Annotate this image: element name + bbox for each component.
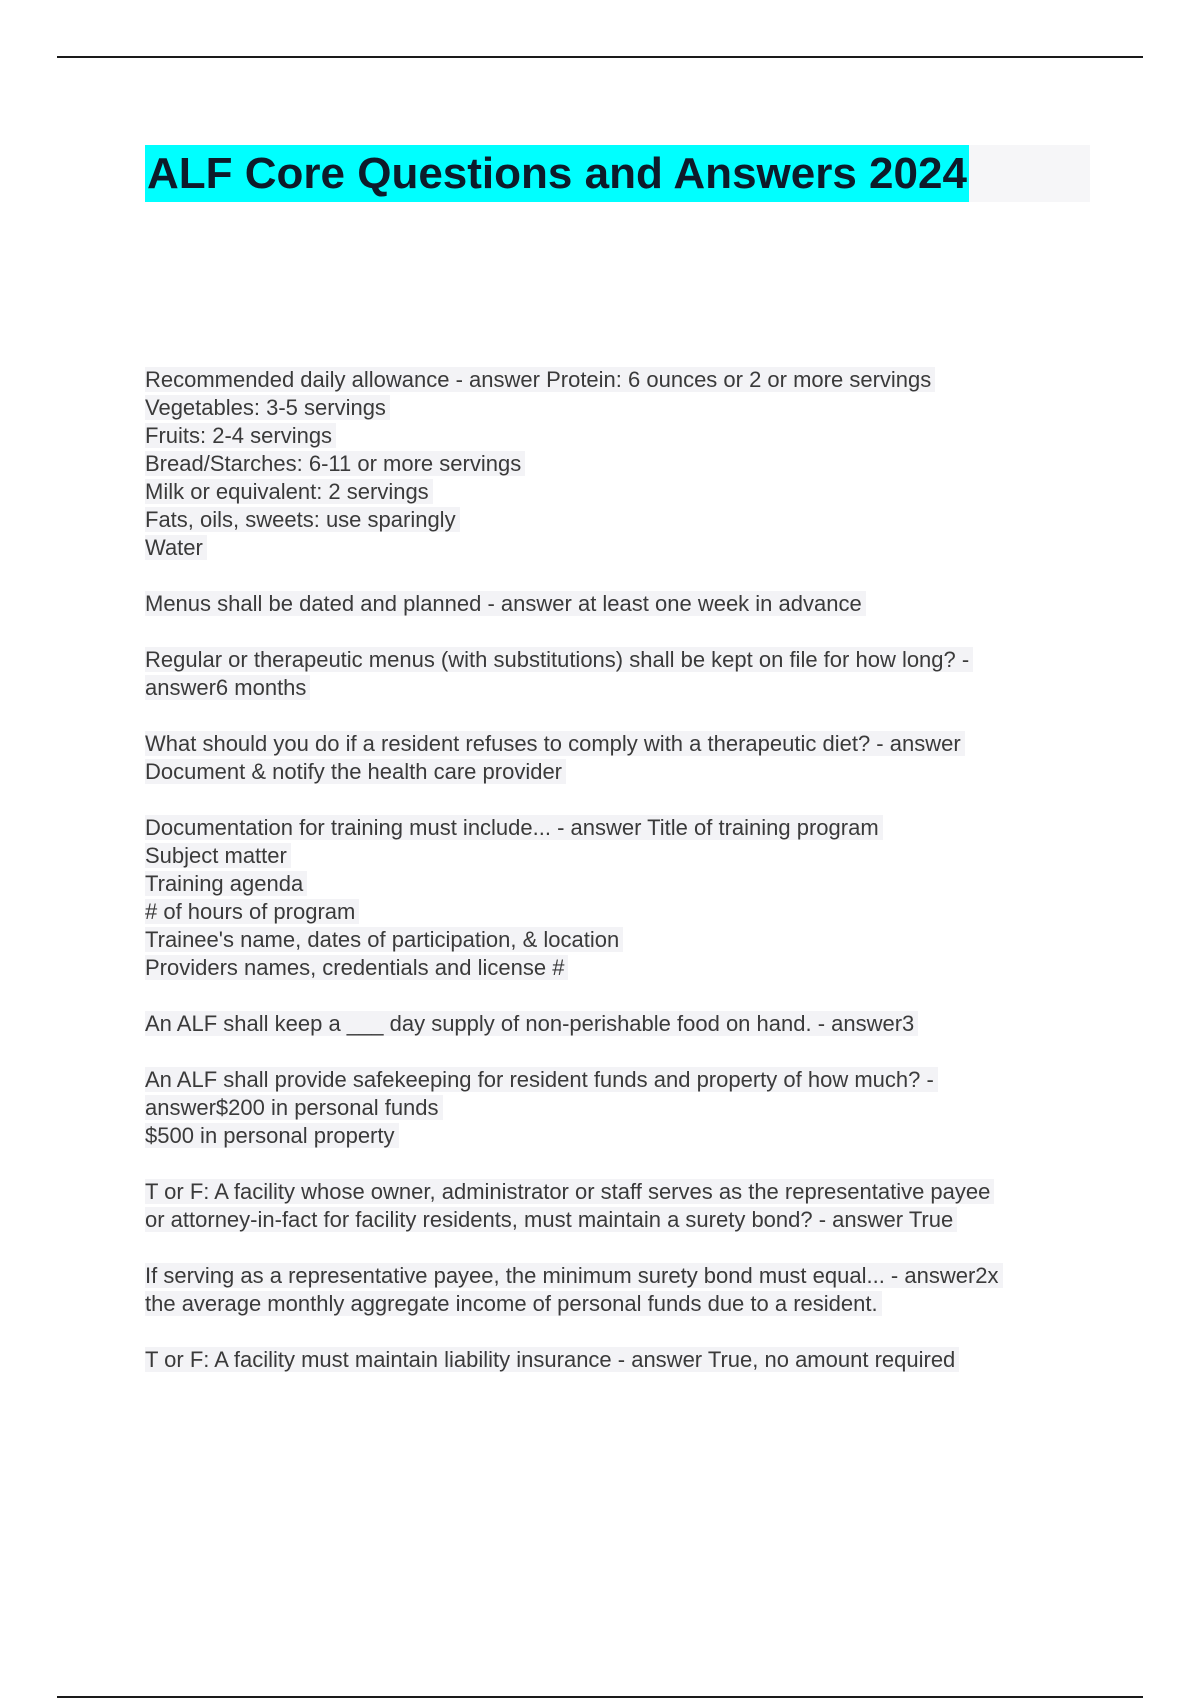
qa-item (145, 1346, 1095, 1374)
qa-line (145, 814, 1095, 842)
qa-line (145, 1094, 1095, 1122)
qa-line (145, 394, 1095, 422)
qa-line (145, 1178, 1095, 1206)
qa-text: Water (145, 535, 207, 560)
qa-text: answer6 months (145, 675, 310, 700)
qa-line (145, 534, 1095, 562)
qa-text: Vegetables: 3-5 servings (145, 395, 390, 420)
qa-text: T or F: A facility must maintain liability insurance - answer True, no amount required (145, 1347, 959, 1372)
qa-item (145, 646, 1095, 702)
qa-line (145, 870, 1095, 898)
qa-line (145, 450, 1095, 478)
qa-line (145, 758, 1095, 786)
qa-item (145, 1010, 1095, 1038)
top-rule (57, 56, 1143, 58)
qa-text: Trainee's name, dates of participation, & location (145, 927, 623, 952)
qa-item (145, 590, 1095, 618)
qa-text: T or F: A facility whose owner, administrator or staff serves as the representative payee (145, 1179, 994, 1204)
qa-line (145, 506, 1095, 534)
qa-line (145, 1206, 1095, 1234)
qa-list (145, 366, 1095, 1402)
qa-text: Training agenda (145, 871, 307, 896)
qa-text: An ALF shall keep a ___ day supply of non-perishable food on hand. - answer3 (145, 1011, 918, 1036)
document-title: ALF Core Questions and Answers 2024 (145, 145, 969, 202)
qa-line (145, 842, 1095, 870)
qa-line (145, 926, 1095, 954)
qa-text: An ALF shall provide safekeeping for resident funds and property of how much? - (145, 1067, 938, 1092)
qa-item (145, 1066, 1095, 1150)
qa-text: Documentation for training must include... - answer Title of training program (145, 815, 883, 840)
qa-line (145, 422, 1095, 450)
qa-line (145, 954, 1095, 982)
qa-line (145, 1122, 1095, 1150)
qa-text: Menus shall be dated and planned - answer at least one week in advance (145, 591, 866, 616)
qa-text: If serving as a representative payee, the minimum surety bond must equal... - answer2x (145, 1263, 1003, 1288)
qa-line (145, 1290, 1095, 1318)
qa-text: Regular or therapeutic menus (with substitutions) shall be kept on file for how long? - (145, 647, 973, 672)
qa-text: Fats, oils, sweets: use sparingly (145, 507, 460, 532)
qa-text: or attorney-in-fact for facility residents, must maintain a surety bond? - answer True (145, 1207, 957, 1232)
qa-line (145, 1010, 1095, 1038)
qa-line (145, 590, 1095, 618)
qa-line (145, 730, 1095, 758)
qa-text: Subject matter (145, 843, 291, 868)
qa-text: What should you do if a resident refuses to comply with a therapeutic diet? - answer (145, 731, 965, 756)
qa-text: the average monthly aggregate income of personal funds due to a resident. (145, 1291, 882, 1316)
qa-line (145, 1346, 1095, 1374)
title-block (145, 145, 1090, 202)
qa-line (145, 898, 1095, 926)
qa-text: # of hours of program (145, 899, 359, 924)
qa-line (145, 366, 1095, 394)
qa-line (145, 674, 1095, 702)
qa-text: Bread/Starches: 6-11 or more servings (145, 451, 525, 476)
qa-line (145, 478, 1095, 506)
qa-text: Milk or equivalent: 2 servings (145, 479, 433, 504)
qa-item (145, 366, 1095, 562)
qa-item (145, 1262, 1095, 1318)
qa-text: Recommended daily allowance - answer Protein: 6 ounces or 2 or more servings (145, 367, 935, 392)
qa-line (145, 646, 1095, 674)
qa-line (145, 1262, 1095, 1290)
qa-item (145, 730, 1095, 786)
qa-text: Document & notify the health care provider (145, 759, 566, 784)
qa-item (145, 814, 1095, 982)
qa-text: answer$200 in personal funds (145, 1095, 443, 1120)
qa-text: Fruits: 2-4 servings (145, 423, 336, 448)
qa-text: Providers names, credentials and license # (145, 955, 568, 980)
qa-text: $500 in personal property (145, 1123, 399, 1148)
bottom-rule (57, 1696, 1143, 1698)
qa-line (145, 1066, 1095, 1094)
qa-item (145, 1178, 1095, 1234)
